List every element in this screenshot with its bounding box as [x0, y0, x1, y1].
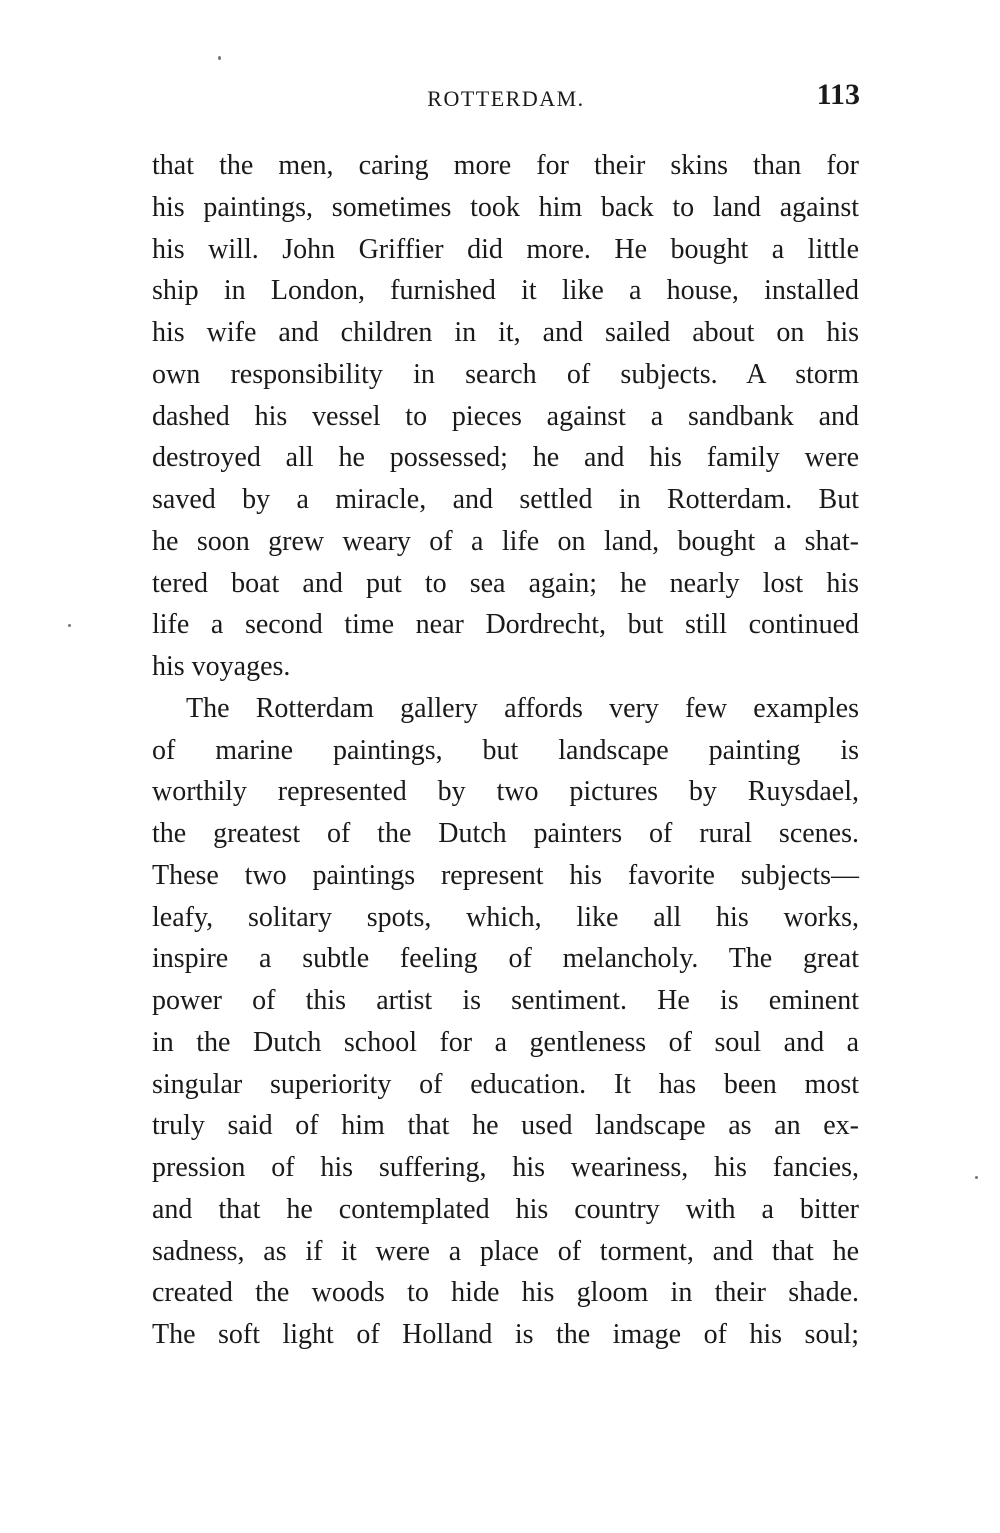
text-line: life a second time near Dordrecht, but still continued — [152, 609, 859, 641]
text-line: his will. John Griffier did more. He bought a little — [152, 233, 859, 265]
text-line: saved by a miracle, and settled in Rotterdam. But — [152, 484, 859, 515]
text-line: his paintings, sometimes took him back to land against — [152, 191, 859, 223]
text-line: destroyed all he possessed; he and his family were — [152, 442, 859, 474]
text-line: pression of his suffering, his weariness, his fancies, — [152, 1152, 859, 1183]
text-line: ship in London, furnished it like a house, installed — [152, 275, 859, 307]
text-line: singular superiority of education. It has been most — [152, 1068, 859, 1100]
ink-speck — [975, 1176, 978, 1179]
ink-speck — [68, 624, 71, 627]
page-number: 113 — [816, 78, 860, 111]
text-line: The soft light of Holland is the image of his soul; — [152, 1319, 859, 1350]
text-line: power of this artist is sentiment. He is eminent — [152, 985, 859, 1016]
text-line: truly said of him that he used landscape as an ex- — [152, 1110, 859, 1142]
text-line: worthily represented by two pictures by Ruysdael, — [152, 776, 859, 808]
text-line: his wife and children in it, and sailed about on his — [152, 317, 859, 348]
ink-speck — [218, 56, 221, 60]
text-line: sadness, as if it were a place of torment, and that he — [152, 1235, 859, 1267]
text-line: The Rotterdam gallery affords very few examples — [186, 692, 859, 724]
text-line: and that he contemplated his country with a bitter — [152, 1193, 859, 1225]
text-line: These two paintings represent his favorite subjects— — [152, 859, 859, 891]
running-head — [150, 78, 862, 118]
text-line: of marine paintings, but landscape painting is — [152, 734, 859, 766]
text-line: leafy, solitary spots, which, like all his works, — [152, 901, 859, 933]
text-line: inspire a subtle feeling of melancholy. The great — [152, 943, 859, 975]
text-line: in the Dutch school for a gentleness of soul and a — [152, 1026, 859, 1058]
text-line: created the woods to hide his gloom in their shade. — [152, 1277, 859, 1309]
running-title: ROTTERDAM. — [427, 86, 585, 111]
text-line: that the men, caring more for their skins than for — [152, 150, 859, 181]
text-line: he soon grew weary of a life on land, bought a shat- — [152, 525, 859, 557]
text-line: own responsibility in search of subjects. A storm — [152, 358, 859, 390]
text-line: his voyages. — [152, 651, 291, 682]
body-text — [152, 145, 859, 1356]
text-line: dashed his vessel to pieces against a sandbank and — [152, 400, 859, 432]
text-line: tered boat and put to sea again; he nearly lost his — [152, 567, 859, 599]
text-line: the greatest of the Dutch painters of rural scenes. — [152, 818, 859, 849]
